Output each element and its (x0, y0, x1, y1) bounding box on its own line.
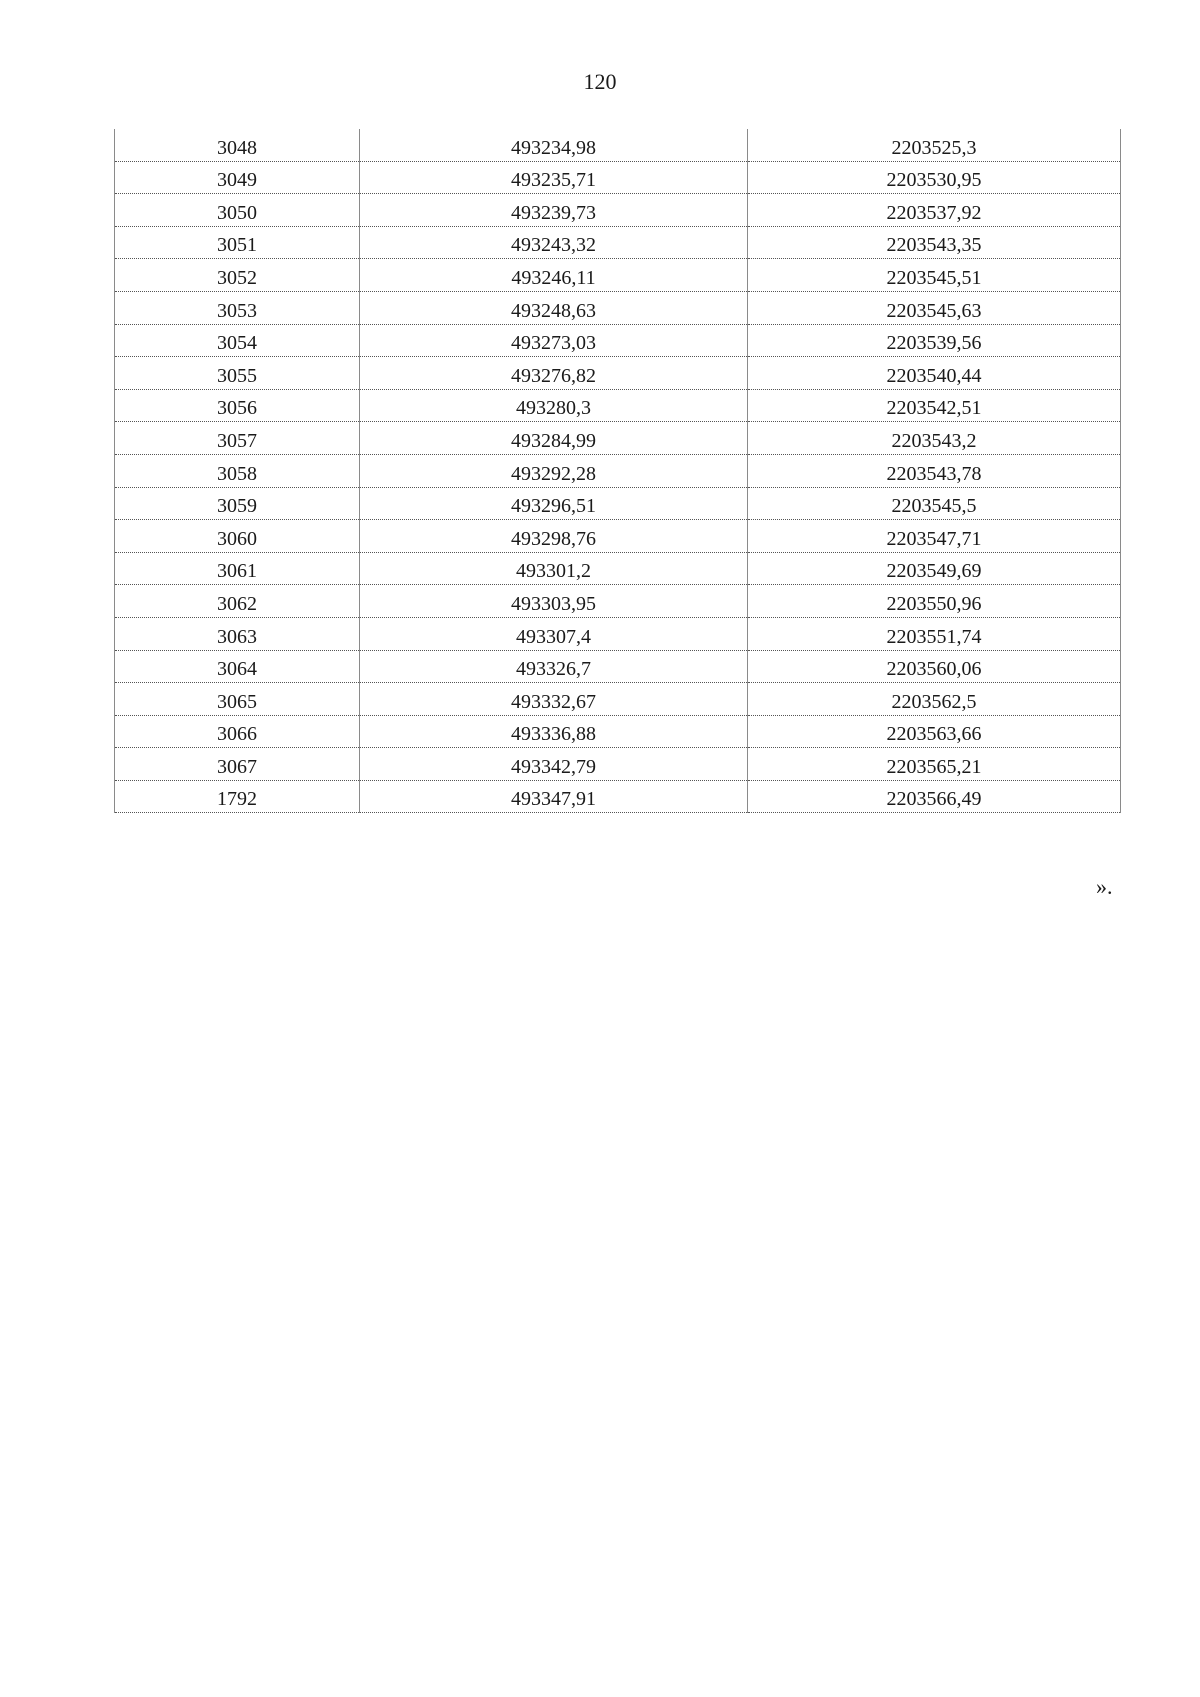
table-row (115, 422, 1121, 455)
x-coordinate-cell: 493336,88 (360, 715, 748, 748)
y-coordinate-cell: 2203542,51 (748, 389, 1121, 422)
point-number-cell: 3067 (115, 748, 360, 781)
point-number-cell: 3053 (115, 291, 360, 324)
table-row (115, 715, 1121, 748)
x-coordinate-cell: 493284,99 (360, 422, 748, 455)
table-row (115, 617, 1121, 650)
point-number-cell: 3056 (115, 389, 360, 422)
point-number-cell: 3060 (115, 520, 360, 553)
y-coordinate-cell: 2203565,21 (748, 748, 1121, 781)
x-coordinate-cell: 493301,2 (360, 552, 748, 585)
y-coordinate-cell: 2203551,74 (748, 617, 1121, 650)
x-coordinate-cell: 493280,3 (360, 389, 748, 422)
table-row (115, 389, 1121, 422)
point-number-cell: 3052 (115, 259, 360, 292)
point-number-cell: 3061 (115, 552, 360, 585)
x-coordinate-cell: 493307,4 (360, 617, 748, 650)
x-coordinate-cell: 493292,28 (360, 454, 748, 487)
y-coordinate-cell: 2203563,66 (748, 715, 1121, 748)
y-coordinate-cell: 2203547,71 (748, 520, 1121, 553)
y-coordinate-cell: 2203545,63 (748, 291, 1121, 324)
x-coordinate-cell: 493332,67 (360, 683, 748, 716)
coordinates-table (114, 129, 1121, 813)
table-row (115, 161, 1121, 194)
point-number-cell: 3063 (115, 617, 360, 650)
y-coordinate-cell: 2203562,5 (748, 683, 1121, 716)
y-coordinate-cell: 2203525,3 (748, 129, 1121, 161)
y-coordinate-cell: 2203540,44 (748, 357, 1121, 390)
point-number-cell: 3051 (115, 226, 360, 259)
point-number-cell: 3066 (115, 715, 360, 748)
table-row (115, 454, 1121, 487)
point-number-cell: 3059 (115, 487, 360, 520)
table-row (115, 226, 1121, 259)
y-coordinate-cell: 2203545,51 (748, 259, 1121, 292)
x-coordinate-cell: 493235,71 (360, 161, 748, 194)
y-coordinate-cell: 2203530,95 (748, 161, 1121, 194)
x-coordinate-cell: 493303,95 (360, 585, 748, 618)
x-coordinate-cell: 493234,98 (360, 129, 748, 161)
x-coordinate-cell: 493342,79 (360, 748, 748, 781)
y-coordinate-cell: 2203560,06 (748, 650, 1121, 683)
table-row (115, 259, 1121, 292)
table-row (115, 780, 1121, 813)
x-coordinate-cell: 493273,03 (360, 324, 748, 357)
y-coordinate-cell: 2203543,35 (748, 226, 1121, 259)
point-number-cell: 3050 (115, 194, 360, 227)
table-row (115, 585, 1121, 618)
closing-quote-mark: ». (1096, 874, 1113, 899)
x-coordinate-cell: 493248,63 (360, 291, 748, 324)
x-coordinate-cell: 493298,76 (360, 520, 748, 553)
x-coordinate-cell: 493246,11 (360, 259, 748, 292)
x-coordinate-cell: 493243,32 (360, 226, 748, 259)
y-coordinate-cell: 2203539,56 (748, 324, 1121, 357)
point-number-cell: 3065 (115, 683, 360, 716)
point-number-cell: 3064 (115, 650, 360, 683)
y-coordinate-cell: 2203537,92 (748, 194, 1121, 227)
table-row (115, 520, 1121, 553)
table-row (115, 194, 1121, 227)
table-row (115, 748, 1121, 781)
y-coordinate-cell: 2203550,96 (748, 585, 1121, 618)
table-row (115, 650, 1121, 683)
table-row (115, 291, 1121, 324)
y-coordinate-cell: 2203549,69 (748, 552, 1121, 585)
point-number-cell: 3049 (115, 161, 360, 194)
x-coordinate-cell: 493347,91 (360, 780, 748, 813)
table-row (115, 357, 1121, 390)
table-row (115, 552, 1121, 585)
point-number-cell: 3054 (115, 324, 360, 357)
y-coordinate-cell: 2203543,78 (748, 454, 1121, 487)
table-row (115, 683, 1121, 716)
page-number: 120 (583, 69, 617, 94)
y-coordinate-cell: 2203566,49 (748, 780, 1121, 813)
table-row (115, 487, 1121, 520)
y-coordinate-cell: 2203543,2 (748, 422, 1121, 455)
point-number-cell: 1792 (115, 780, 360, 813)
table-row (115, 324, 1121, 357)
x-coordinate-cell: 493276,82 (360, 357, 748, 390)
y-coordinate-cell: 2203545,5 (748, 487, 1121, 520)
point-number-cell: 3048 (115, 129, 360, 161)
point-number-cell: 3057 (115, 422, 360, 455)
point-number-cell: 3055 (115, 357, 360, 390)
coordinates-table-body (115, 129, 1121, 813)
x-coordinate-cell: 493296,51 (360, 487, 748, 520)
point-number-cell: 3058 (115, 454, 360, 487)
x-coordinate-cell: 493239,73 (360, 194, 748, 227)
x-coordinate-cell: 493326,7 (360, 650, 748, 683)
point-number-cell: 3062 (115, 585, 360, 618)
table-row (115, 129, 1121, 161)
